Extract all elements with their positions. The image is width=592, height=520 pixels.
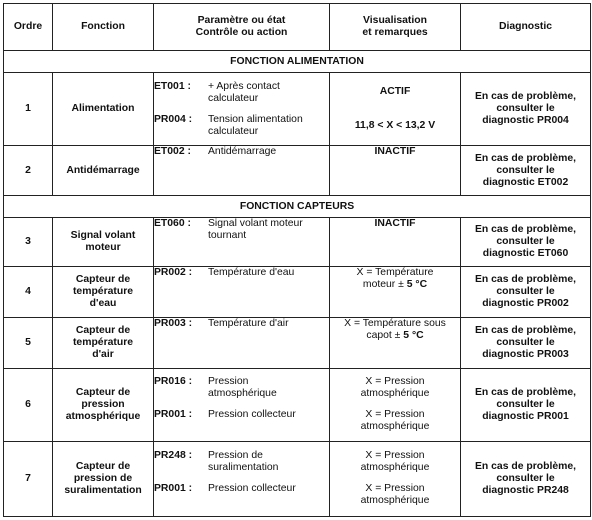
row-parametre xyxy=(154,146,330,196)
vis-line-text: capot ± xyxy=(366,329,404,341)
param-text xyxy=(208,318,329,330)
table-row xyxy=(4,317,591,368)
vis-value: ACTIF xyxy=(379,86,411,98)
vis-line xyxy=(330,330,460,342)
row-visualisation xyxy=(330,146,461,196)
table-row xyxy=(4,73,591,146)
param-item xyxy=(154,376,329,400)
row-visualisation xyxy=(330,368,461,441)
diag-line: consulter le xyxy=(496,398,555,410)
param-text-line: tournant xyxy=(208,230,247,242)
diag-line: En cas de problème, xyxy=(474,91,577,103)
param-text-line: suralimentation xyxy=(208,462,279,474)
row-fonction xyxy=(53,218,154,267)
param-item xyxy=(154,81,329,105)
param-code: PR004 : xyxy=(154,113,193,125)
diag-line: En cas de problème, xyxy=(474,386,577,398)
row-diagnostic xyxy=(461,317,591,368)
param-text-line: Température d'air xyxy=(208,317,289,329)
section-title-alimentation: FONCTION ALIMENTATION xyxy=(4,51,591,73)
vis-line: X = Pression xyxy=(365,409,425,421)
row-parametre xyxy=(154,368,330,441)
diag-line: diagnostic PR248 xyxy=(482,484,569,496)
diag-line: diagnostic PR001 xyxy=(482,410,569,422)
fonction-line: température xyxy=(72,336,134,348)
fonction-line: pression de xyxy=(73,472,133,484)
fonction-line: Capteur de xyxy=(75,274,131,286)
table-row xyxy=(4,218,591,267)
param-text xyxy=(208,450,329,474)
vis-line: X = Température xyxy=(356,267,434,279)
header-row xyxy=(4,4,591,51)
diag-line: En cas de problème, xyxy=(474,224,577,236)
diag-line: diagnostic PR002 xyxy=(482,298,569,310)
row-ordre: 2 xyxy=(4,146,53,196)
vis-line: atmosphérique xyxy=(360,462,430,474)
param-text xyxy=(208,409,329,421)
param-text-line: Pression de xyxy=(208,450,263,462)
row-visualisation xyxy=(330,267,461,318)
vis-line: X = Pression xyxy=(365,483,425,495)
param-text xyxy=(208,114,329,138)
param-text-line: calculateur xyxy=(208,92,259,104)
vis-line: X = Pression xyxy=(365,450,425,462)
section-row-capteurs xyxy=(4,196,591,218)
param-code: PR001 : xyxy=(154,483,193,495)
fonction-line: moteur xyxy=(85,242,121,254)
param-code: ET060 : xyxy=(154,218,191,230)
row-ordre: 5 xyxy=(4,317,53,368)
param-text-line: Pression xyxy=(208,376,249,388)
fonction-line: Alimentation xyxy=(71,103,135,115)
table-row xyxy=(4,441,591,516)
header-visu-line1: Visualisation xyxy=(363,15,427,26)
row-visualisation xyxy=(330,317,461,368)
fonction-line: Capteur de xyxy=(75,386,131,398)
row-ordre: 3 xyxy=(4,218,53,267)
row-ordre: 1 xyxy=(4,73,53,146)
param-text-line: Pression collecteur xyxy=(208,483,296,495)
param-text-line: atmosphérique xyxy=(208,388,277,400)
row-visualisation xyxy=(330,218,461,267)
diagnostic-table xyxy=(3,3,591,517)
section-row-alimentation xyxy=(4,51,591,73)
diag-line: consulter le xyxy=(496,103,555,115)
param-code: ET001 : xyxy=(154,80,191,92)
diag-line: En cas de problème, xyxy=(474,324,577,336)
param-text-line: Tension alimentation xyxy=(208,113,303,125)
fonction-line: température xyxy=(72,286,134,298)
fonction-line: Capteur de xyxy=(75,460,131,472)
row-fonction xyxy=(53,317,154,368)
header-ordre: Ordre xyxy=(4,4,53,51)
table-row xyxy=(4,267,591,318)
param-text xyxy=(208,81,329,105)
diag-line: consulter le xyxy=(496,236,555,248)
table-row xyxy=(4,368,591,441)
fonction-line: Antidémarrage xyxy=(66,164,140,176)
vis-value: INACTIF xyxy=(374,146,416,158)
row-parametre xyxy=(154,218,330,267)
param-code: PR002 : xyxy=(154,267,193,279)
param-item xyxy=(154,146,329,158)
header-parametre xyxy=(154,4,330,51)
fonction-line: Signal volant xyxy=(70,230,136,242)
vis-value: INACTIF xyxy=(374,218,416,230)
vis-line-text: moteur ± xyxy=(362,279,407,291)
fonction-line: d'air xyxy=(92,348,114,360)
param-text-line: Antidémarrage xyxy=(208,146,277,158)
fonction-line: atmosphérique xyxy=(65,410,141,422)
row-diagnostic xyxy=(461,146,591,196)
header-parametre-line1: Paramètre ou état xyxy=(197,15,286,26)
param-text-line: Pression collecteur xyxy=(208,409,296,421)
row-parametre xyxy=(154,317,330,368)
param-text-line: Température d'eau xyxy=(208,267,295,279)
param-item xyxy=(154,318,329,330)
vis-line: atmosphérique xyxy=(360,495,430,507)
param-code: PR248 : xyxy=(154,450,193,462)
row-diagnostic xyxy=(461,441,591,516)
row-parametre xyxy=(154,267,330,318)
param-text-line: Signal volant moteur xyxy=(208,218,303,230)
vis-line: atmosphérique xyxy=(360,421,430,433)
vis-line: X = Pression xyxy=(365,376,425,388)
diag-line: consulter le xyxy=(496,286,555,298)
param-text xyxy=(208,146,329,158)
fonction-line: d'eau xyxy=(89,298,117,310)
header-fonction: Fonction xyxy=(53,4,154,51)
diag-line: En cas de problème, xyxy=(474,274,577,286)
param-item xyxy=(154,218,329,242)
diag-line: diagnostic PR004 xyxy=(482,115,569,127)
diag-line: diagnostic ET060 xyxy=(482,248,569,260)
diag-line: consulter le xyxy=(496,472,555,484)
vis-line xyxy=(330,279,460,291)
fonction-line: Capteur de xyxy=(75,324,131,336)
fonction-line: suralimentation xyxy=(64,484,142,496)
row-visualisation xyxy=(330,73,461,146)
param-text-line: + Après contact xyxy=(208,80,280,92)
param-text xyxy=(208,483,329,495)
row-parametre xyxy=(154,441,330,516)
row-diagnostic xyxy=(461,73,591,146)
param-item xyxy=(154,114,329,138)
param-code: PR001 : xyxy=(154,409,193,421)
diag-line: diagnostic PR003 xyxy=(482,348,569,360)
param-item xyxy=(154,409,329,421)
param-item xyxy=(154,267,329,279)
diag-line: diagnostic ET002 xyxy=(482,176,569,188)
vis-line: X = Température sous xyxy=(344,317,446,329)
param-text-line: calculateur xyxy=(208,125,259,137)
row-ordre: 6 xyxy=(4,368,53,441)
param-text xyxy=(208,218,329,242)
table-row xyxy=(4,146,591,196)
header-diagnostic: Diagnostic xyxy=(461,4,591,51)
param-text xyxy=(208,267,329,279)
row-fonction xyxy=(53,441,154,516)
vis-line: atmosphérique xyxy=(360,388,430,400)
row-diagnostic xyxy=(461,368,591,441)
param-text xyxy=(208,376,329,400)
section-title-capteurs: FONCTION CAPTEURS xyxy=(4,196,591,218)
vis-tolerance: 5 °C xyxy=(406,279,428,291)
diag-line: En cas de problème, xyxy=(474,460,577,472)
vis-value: 11,8 < X < 13,2 V xyxy=(354,120,436,132)
row-parametre xyxy=(154,73,330,146)
header-visualisation xyxy=(330,4,461,51)
diag-line: consulter le xyxy=(496,336,555,348)
row-fonction xyxy=(53,73,154,146)
header-parametre-line2: Contrôle ou action xyxy=(195,27,288,38)
param-code: PR003 : xyxy=(154,317,193,329)
param-item xyxy=(154,450,329,474)
param-code: PR016 : xyxy=(154,376,193,388)
param-code: ET002 : xyxy=(154,146,191,158)
row-fonction xyxy=(53,368,154,441)
header-visu-line2: et remarques xyxy=(362,27,428,38)
diag-line: consulter le xyxy=(496,164,555,176)
param-item xyxy=(154,483,329,495)
fonction-line: pression xyxy=(81,398,125,410)
row-visualisation xyxy=(330,441,461,516)
row-ordre: 7 xyxy=(4,441,53,516)
row-diagnostic xyxy=(461,218,591,267)
vis-tolerance: 5 °C xyxy=(403,329,424,341)
diag-line: En cas de problème, xyxy=(474,152,577,164)
row-ordre: 4 xyxy=(4,267,53,318)
row-diagnostic xyxy=(461,267,591,318)
row-fonction xyxy=(53,267,154,318)
row-fonction xyxy=(53,146,154,196)
